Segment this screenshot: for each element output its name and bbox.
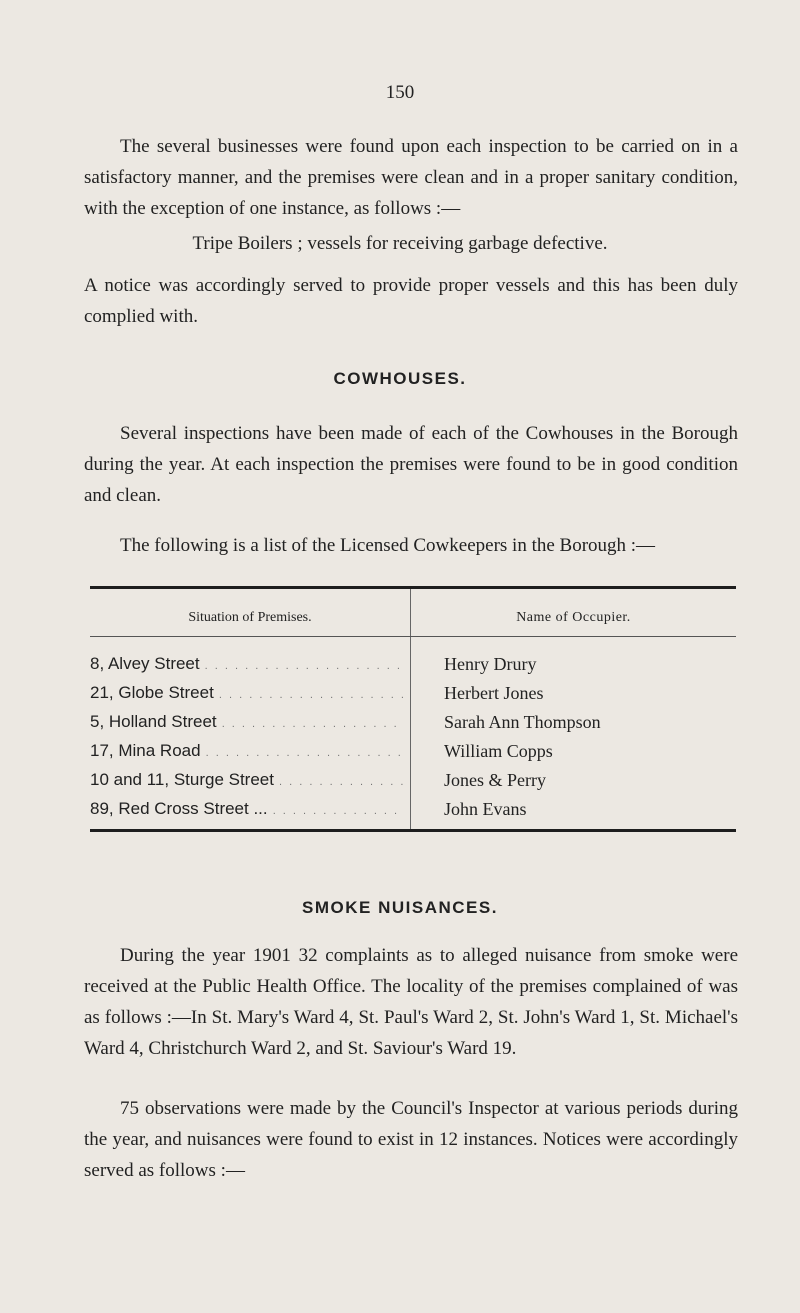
cowhouses-paragraph: Several inspections have been made of each of the Cowhouses in the Borough during the year. At each inspection the premises were found to be in good condition and clean.	[84, 423, 738, 506]
exception-line: Tripe Boilers ; vessels for receiving garbage defective.	[192, 233, 608, 254]
table-top-rule	[90, 586, 736, 589]
occupier-cell: Herbert Jones	[444, 683, 544, 703]
header-situation: Situation of Premises.	[188, 610, 312, 625]
situation-cell: 89, Red Cross Street ... . . .	[90, 799, 404, 819]
occupier-cell: Sarah Ann Thompson	[444, 712, 601, 732]
header-name: Name of Occupier.	[516, 610, 631, 625]
smoke-nuisances-heading: SMOKE NUISANCES.	[302, 898, 498, 917]
situation-cell: 10 and 11, Sturge Street . . .	[90, 770, 404, 790]
situation-cell: 21, Globe Street . . .	[90, 683, 404, 703]
table-row	[90, 799, 736, 825]
notice-paragraph: A notice was accordingly served to provide proper vessels and this has been duly complied with.	[84, 275, 738, 327]
table-row	[90, 683, 736, 709]
table-bottom-rule	[90, 829, 736, 832]
table-header-rule	[90, 636, 736, 637]
table-row	[90, 712, 736, 738]
page-number: 150	[385, 82, 415, 103]
occupier-cell: John Evans	[444, 799, 527, 819]
occupier-cell: Henry Drury	[444, 654, 537, 674]
intro-paragraph: The several businesses were found upon each inspection to be carried on in a satisfactory manner, and the premises were clean and in a proper sanitary condition, with the exception of one instance, as follows :—	[84, 136, 738, 219]
cowhouses-heading: COWHOUSES.	[333, 369, 467, 388]
smoke-paragraph-1: During the year 1901 32 complaints as to alleged nuisance from smoke were received at the Public Health Office. The locality of the premises complained of was as follows :—In St. Mary's Ward 4, St. Paul's Ward 2, St. John's Ward 1, St. Michael's Ward 4, Christchurch Ward 2, and St. Saviour's Ward 19.	[84, 945, 738, 1059]
occupier-cell: Jones & Perry	[444, 770, 546, 790]
occupier-cell: William Copps	[444, 741, 553, 761]
situation-cell: 17, Mina Road . . .	[90, 741, 404, 761]
table-row	[90, 654, 736, 680]
situation-cell: 5, Holland Street . . .	[90, 712, 404, 732]
table-row	[90, 770, 736, 796]
cowkeepers-list-intro: The following is a list of the Licensed Cowkeepers in the Borough :—	[120, 535, 656, 556]
situation-cell: 8, Alvey Street . . .	[90, 654, 404, 674]
smoke-paragraph-2: 75 observations were made by the Council's Inspector at various periods during the year, and nuisances were found to exist in 12 instances. Notices were accordingly served as follows :—	[84, 1098, 738, 1181]
cowkeepers-table	[90, 586, 736, 832]
table-row	[90, 741, 736, 767]
